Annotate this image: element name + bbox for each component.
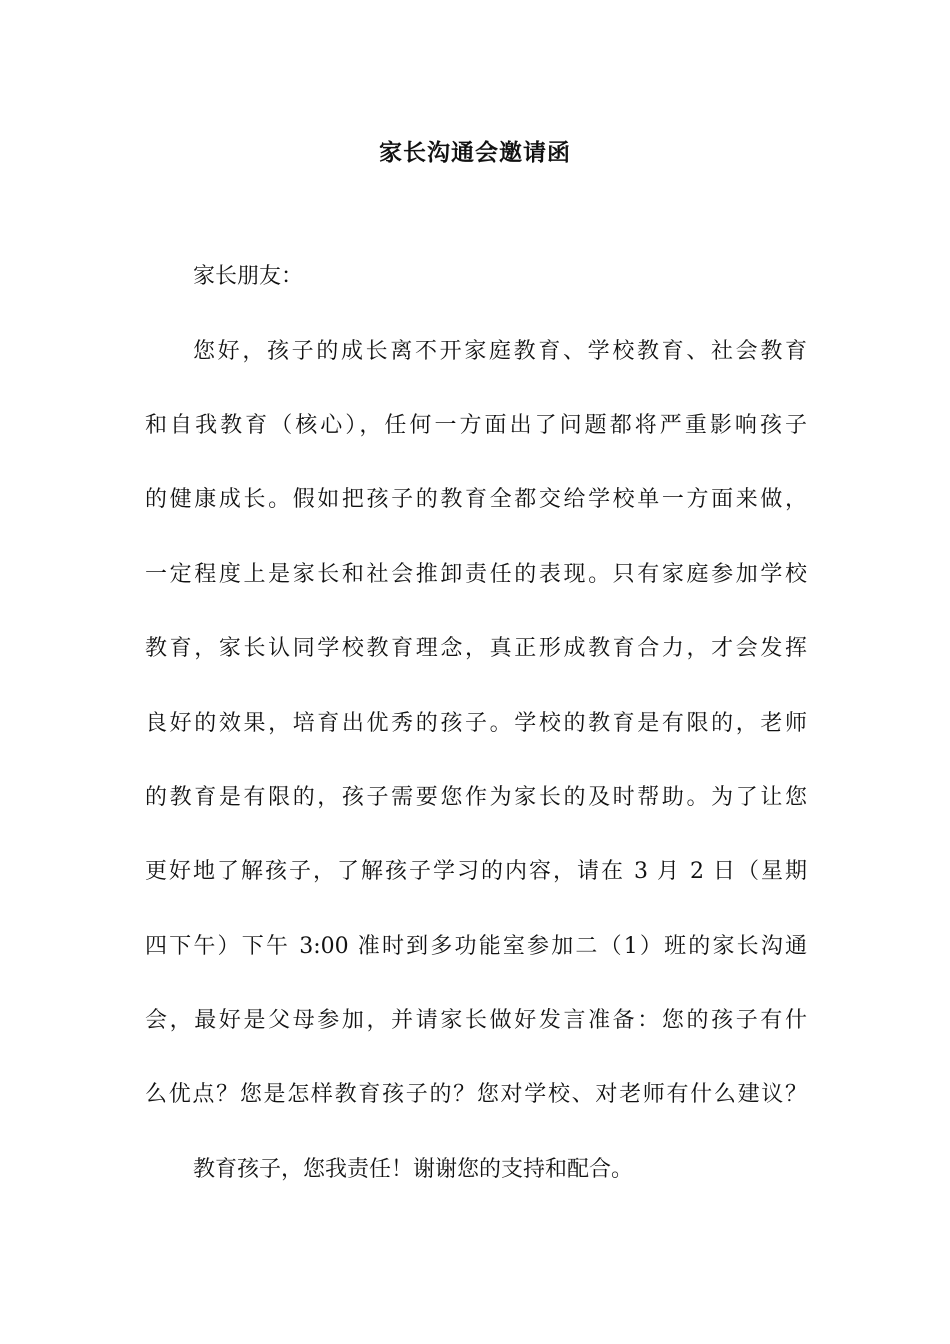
body-line: 的教育是有限的，孩子需要您作为家长的及时帮助。为了让您 bbox=[145, 785, 807, 810]
document-title: 家长沟通会邀请函 bbox=[379, 139, 571, 166]
body-line: 教育，家长认同学校教育理念，真正形成教育合力，才会发挥 bbox=[145, 636, 807, 661]
body-line: 和自我教育（核心），任何一方面出了问题都将严重影响孩子 bbox=[145, 413, 807, 438]
salutation: 家长朋友： bbox=[193, 264, 304, 289]
body-line: 良好的效果，培育出优秀的孩子。学校的教育是有限的，老师 bbox=[145, 711, 807, 736]
body-line: 一定程度上是家长和社会推卸责任的表现。只有家庭参加学校 bbox=[145, 562, 807, 587]
body-line: 更好地了解孩子，了解孩子学习的内容，请在 3 月 2 日（星期 bbox=[145, 859, 807, 884]
body-line: 四下午）下午 3:00 准时到多功能室参加二（1）班的家长沟通 bbox=[145, 934, 807, 959]
body-line: 会，最好是父母参加，并请家长做好发言准备：您的孩子有什 bbox=[145, 1008, 807, 1033]
body-line: 您好，孩子的成长离不开家庭教育、学校教育、社会教育 bbox=[193, 339, 807, 364]
closing-line: 教育孩子，您我责任！谢谢您的支持和配合。 bbox=[193, 1157, 634, 1182]
body-line: 么优点？您是怎样教育孩子的？您对学校、对老师有什么建议？ bbox=[145, 1082, 807, 1107]
body-line: 的健康成长。假如把孩子的教育全都交给学校单一方面来做， bbox=[145, 487, 807, 512]
